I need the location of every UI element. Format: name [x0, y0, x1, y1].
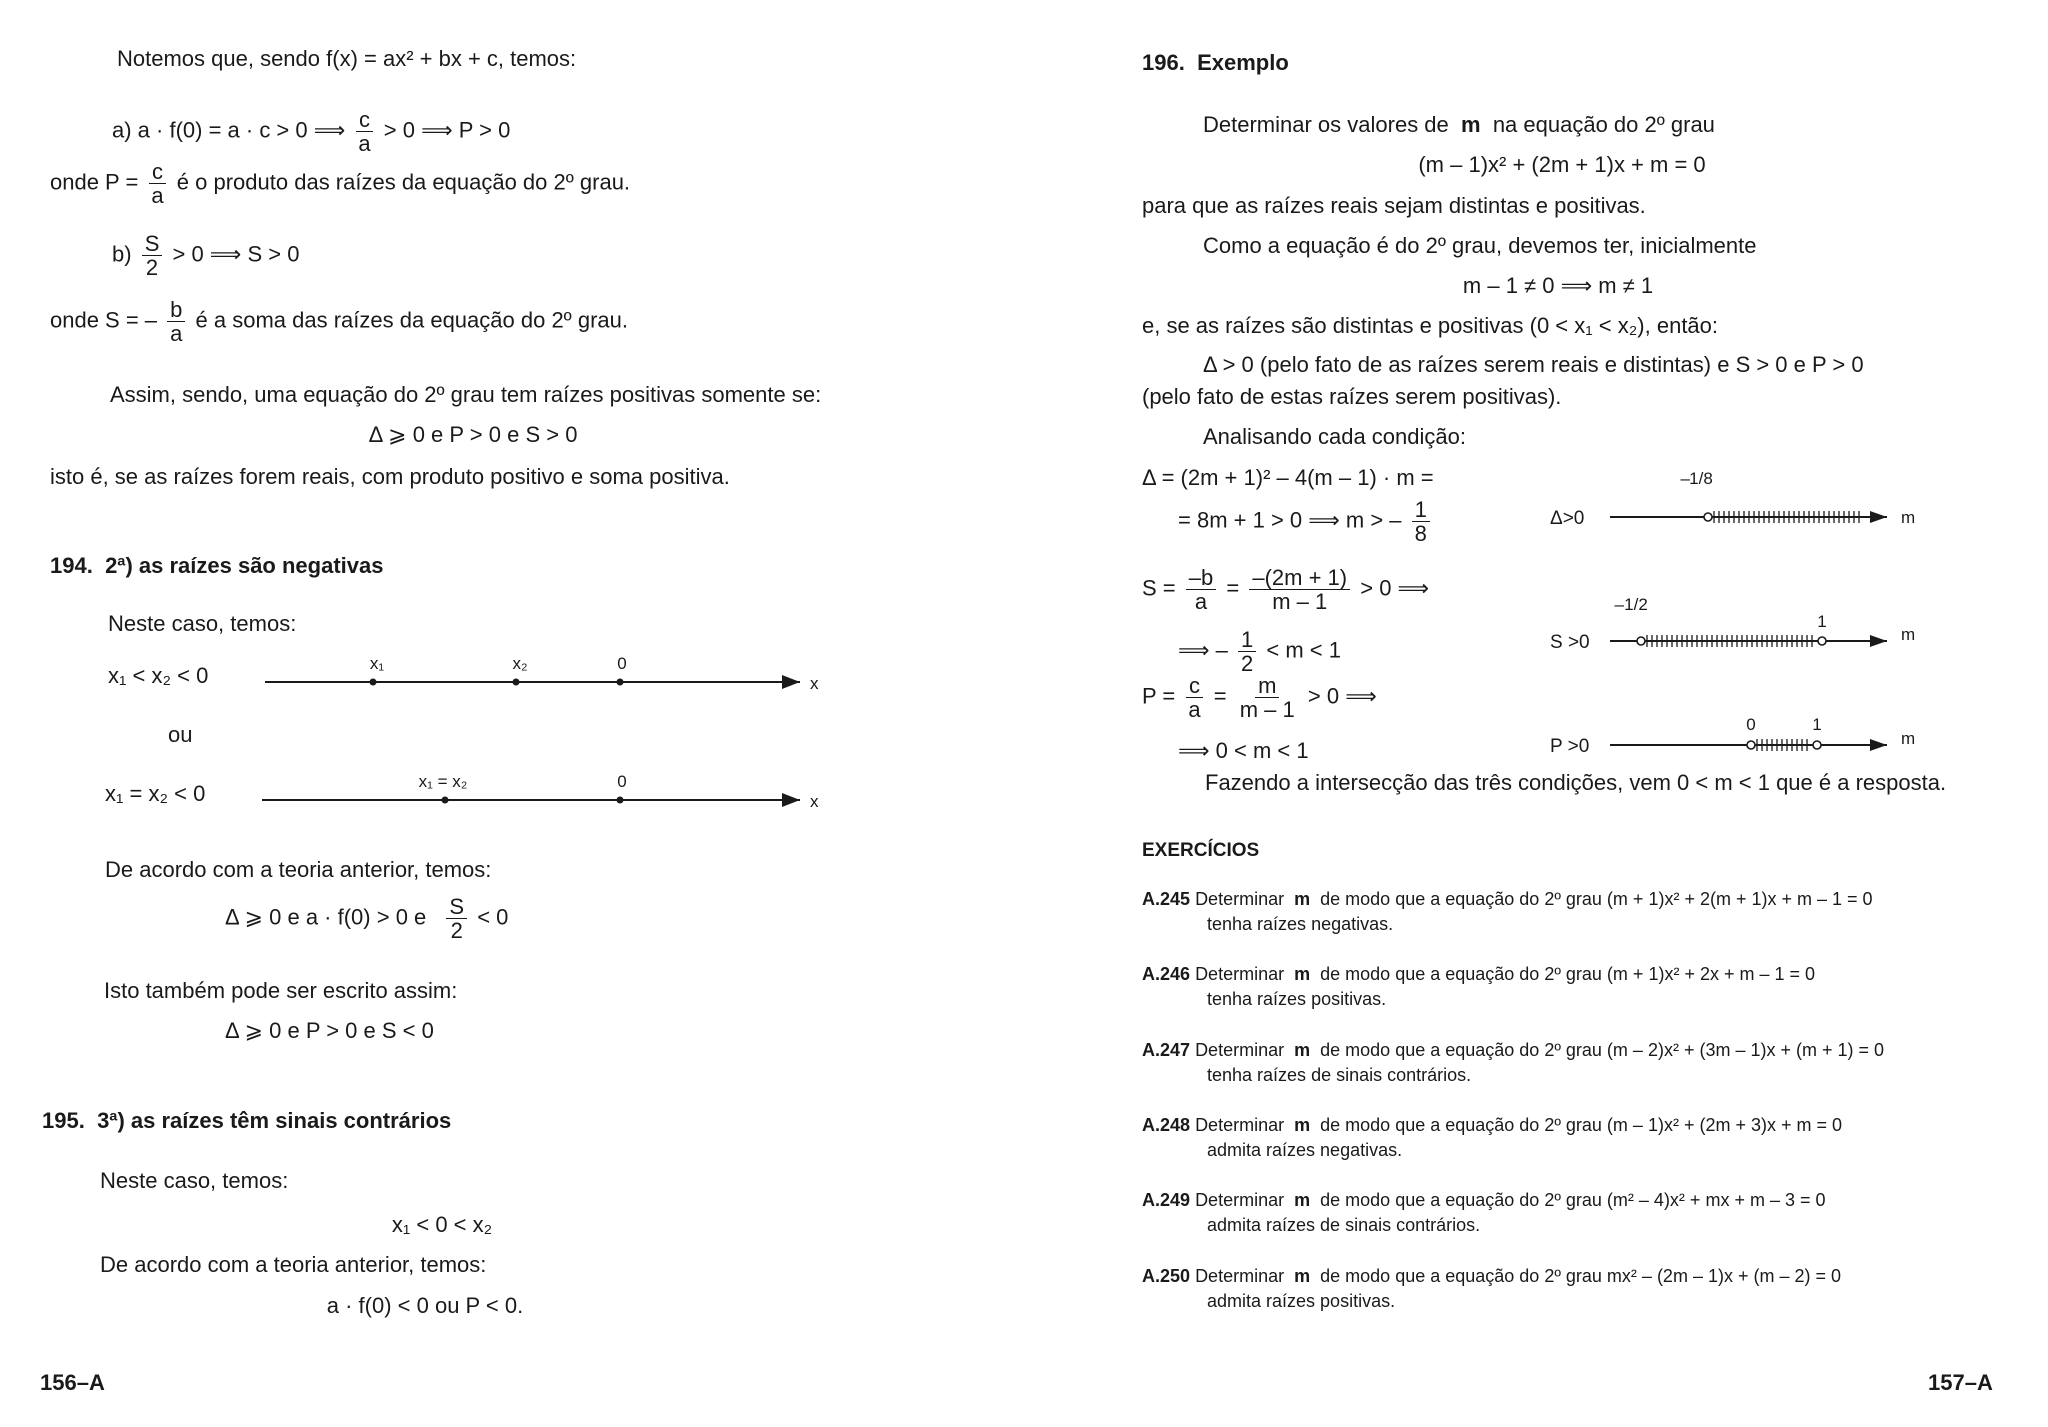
diagram-sum-variable: m — [1901, 625, 1916, 644]
determinar-line: Determinar os valores de m na equação do 2º grau — [1203, 112, 1715, 137]
exercise-item-line2: admita raízes de sinais contrários. — [1207, 1215, 1481, 1235]
diagram-product-open-point-left — [1747, 741, 1755, 749]
diagram-product-tick-left: 0 — [1746, 715, 1756, 734]
m-not-one: m – 1 ≠ 0 ⟹ m ≠ 1 — [1462, 273, 1654, 298]
point-x2 — [513, 679, 520, 686]
exercise-item: A.246 Determinar m de modo que a equação do 2º grau (m + 1)x² + 2x + m – 1 = 0 — [1142, 964, 1816, 984]
diagram-delta-minus: – — [1680, 469, 1690, 488]
label-x1-equals-x2: x₁ = x₂ — [418, 772, 468, 791]
exercise-item: A.250 Determinar m de modo que a equação do 2º grau mx² – (2m – 1)x + (m – 2) = 0 — [1142, 1266, 1841, 1286]
inequality-2: x₁ = x₂ < 0 — [105, 781, 206, 806]
condition-b-line: b) $\frac{S}{2}$ > 0 ⟹ S > 0 — [112, 231, 300, 281]
exercise-item-line2: admita raízes negativas. — [1207, 1140, 1403, 1160]
exercise-item-line2: admita raízes positivas. — [1207, 1291, 1396, 1311]
positive-roots-conditions: Δ ⩾ 0 e P > 0 e S > 0 — [368, 422, 578, 447]
fraction-b-over-a: $\frac{b}{a}$ — [167, 298, 185, 345]
right-page — [1090, 0, 2048, 1427]
sign-diagrams — [1090, 0, 2048, 780]
fraction-s-over-2-b: $\frac{S}{2}$ — [446, 895, 467, 942]
fraction-sum-expression: $\frac{-(2m + 1)}{m - 1}$ — [1249, 566, 1350, 613]
neste-caso-2: Neste caso, temos: — [100, 1168, 289, 1193]
diagram-delta-variable: m — [1901, 508, 1916, 527]
diagram-sum-minus: – — [1614, 595, 1624, 614]
exercise-item-line2: tenha raízes negativas. — [1207, 914, 1394, 934]
product-equation-2: ⟹ 0 < m < 1 — [1178, 738, 1309, 763]
delta-equation-1: Δ = (2m + 1)² – 4(m – 1) · m = — [1142, 465, 1434, 490]
exercise-item: A.247 Determinar m de modo que a equação do 2º grau (m – 2)x² + (3m – 1)x + (m + 1) = 0 — [1142, 1040, 1885, 1060]
intro-text: Notemos que, sendo f(x) = ax² + bx + c, temos: — [117, 46, 577, 71]
como-text: Como a equação é do 2º grau, devemos ter, inicialmente — [1203, 233, 1757, 258]
acordo-text-2: De acordo com a teoria anterior, temos: — [100, 1252, 487, 1277]
exercise-item-line2: tenha raízes de sinais contrários. — [1207, 1065, 1472, 1085]
fazendo-text: Fazendo a intersecção das três condições, vem 0 < m < 1 que é a resposta. — [1205, 770, 1947, 795]
diagram-product-variable: m — [1901, 729, 1916, 748]
diagram-sum-tick-right: 1 — [1817, 612, 1827, 631]
fraction-minus-b-over-a: $\frac{-b}{a}$ — [1186, 566, 1216, 613]
diagram-delta-arrow — [1870, 511, 1887, 523]
section-194-heading: 194. 2ª) as raízes são negativas — [50, 553, 384, 578]
diagram-sum-open-point-right — [1818, 637, 1826, 645]
label-zero-2: 0 — [617, 772, 627, 791]
negative-roots-conditions: Δ ⩾ 0 e a · f(0) > 0 e $\frac{S}{2}$ < 0 — [225, 894, 509, 944]
diagram-delta-tick: 1/8 — [1689, 469, 1713, 488]
fraction-c-over-a-2: $\frac{c}{a}$ — [148, 160, 166, 207]
e-se-text: e, se as raízes são distintas e positivas (0 < x₁ < x₂), então: — [1142, 313, 1719, 338]
page-number-right: 157–A — [1928, 1370, 1993, 1395]
diagram-sum-arrow — [1870, 635, 1887, 647]
point-zero-2 — [617, 797, 624, 804]
product-equation-1: P = $\frac{c}{a}$ = $\frac{m}{m - 1}$ > 0 ⟹ — [1142, 673, 1377, 723]
diagram-product-arrow — [1870, 739, 1887, 751]
diagram-product-tick-right: 1 — [1812, 715, 1822, 734]
opposite-sign-conditions: a · f(0) < 0 ou P < 0. — [326, 1293, 524, 1318]
ou-text: ou — [168, 722, 193, 747]
exercise-item: A.249 Determinar m de modo que a equação do 2º grau (m² – 4)x² + mx + m – 3 = 0 — [1142, 1190, 1826, 1210]
fraction-c-over-a: $\frac{c}{a}$ — [355, 108, 373, 155]
delta-equation-2: = 8m + 1 > 0 ⟹ m > – $\frac{1}{8}$ — [1178, 498, 1434, 545]
label-x1: x₁ — [369, 654, 385, 673]
isto-tambem-text: Isto também pode ser escrito assim: — [104, 978, 458, 1003]
label-x2: x₂ — [512, 654, 528, 673]
onde-p-line: onde P = $\frac{c}{a}$ é o produto das raízes da equação do 2º grau. — [50, 159, 631, 209]
fraction-product-expression: $\frac{m}{m - 1}$ — [1239, 673, 1295, 723]
example-equation: (m – 1)x² + (2m + 1)x + m = 0 — [1418, 152, 1706, 177]
fraction-s-over-2: $\frac{S}{2}$ — [142, 232, 163, 279]
pelo-fato-text: (pelo fato de estas raízes serem positivas). — [1142, 384, 1562, 409]
neste-caso-1: Neste caso, temos: — [108, 611, 297, 636]
inequality-3: x₁ < 0 < x₂ — [391, 1212, 493, 1237]
axis-label-x-2: x — [810, 792, 819, 811]
page-number-left: 156–A — [40, 1370, 105, 1395]
point-x1 — [370, 679, 377, 686]
onde-s-line: onde S = – $\frac{b}{a}$ é a soma das raízes da equação do 2º grau. — [50, 297, 628, 347]
section-196-heading: 196. Exemplo — [1142, 50, 1289, 75]
diagram-product-label: P >0 — [1550, 736, 1590, 757]
inequality-1: x₁ < x₂ < 0 — [108, 663, 209, 688]
sum-equation-2: ⟹ – $\frac{1}{2}$ < m < 1 — [1178, 627, 1341, 677]
delta-condition-text: Δ > 0 (pelo fato de as raízes serem reais e distintas) e S > 0 e P > 0 — [1203, 352, 1864, 377]
exercise-item: A.248 Determinar m de modo que a equação do 2º grau (m – 1)x² + (2m + 3)x + m = 0 — [1142, 1115, 1842, 1135]
diagram-sum-label: S >0 — [1550, 632, 1590, 653]
label-zero: 0 — [617, 654, 627, 673]
diagram-delta-open-point — [1704, 513, 1712, 521]
exercise-item: A.245 Determinar m de modo que a equação do 2º grau (m + 1)x² + 2(m + 1)x + m – 1 = 0 — [1142, 889, 1873, 909]
para-que-text: para que as raízes reais sejam distintas e positivas. — [1142, 193, 1646, 218]
negative-roots-conditions-2: Δ ⩾ 0 e P > 0 e S < 0 — [225, 1018, 434, 1043]
fraction-one-half: $\frac{1}{2}$ — [1238, 628, 1256, 675]
exercise-item-line2: tenha raízes positivas. — [1207, 989, 1387, 1009]
condition-a-line: a) a · f(0) = a · c > 0 ⟹ $\frac{c}{a}$ > 0 ⟹ P > 0 — [112, 107, 511, 157]
diagram-sum-open-point-left — [1637, 637, 1645, 645]
diagram-delta-label: Δ>0 — [1550, 508, 1585, 529]
isto-text: isto é, se as raízes forem reais, com produto positivo e soma positiva. — [50, 464, 730, 489]
analisando-text: Analisando cada condição: — [1203, 424, 1466, 449]
number-line-negative-roots — [0, 0, 1080, 850]
diagram-sum-tick-left: 1/2 — [1624, 595, 1648, 614]
fraction-one-eighth: $\frac{1}{8}$ — [1412, 498, 1430, 545]
point-zero — [617, 679, 624, 686]
section-195-heading: 195. 3ª) as raízes têm sinais contrários — [42, 1108, 452, 1133]
fraction-c-over-a-3: $\frac{c}{a}$ — [1185, 674, 1203, 721]
diagram-product-open-point-right — [1813, 741, 1821, 749]
axis-label-x: x — [810, 674, 819, 693]
number-line-2-arrow — [782, 793, 800, 807]
assim-text: Assim, sendo, uma equação do 2º grau tem raízes positivas somente se: — [110, 382, 822, 407]
acordo-text-1: De acordo com a teoria anterior, temos: — [105, 857, 492, 882]
exercises-heading: EXERCÍCIOS — [1142, 840, 1260, 861]
sum-equation-1: S = $\frac{-b}{a}$ = $\frac{-(2m + 1)}{m - 1}$ > 0 ⟹ — [1142, 565, 1430, 615]
point-x1-equals-x2 — [442, 797, 449, 804]
number-line-1-arrow — [782, 675, 800, 689]
